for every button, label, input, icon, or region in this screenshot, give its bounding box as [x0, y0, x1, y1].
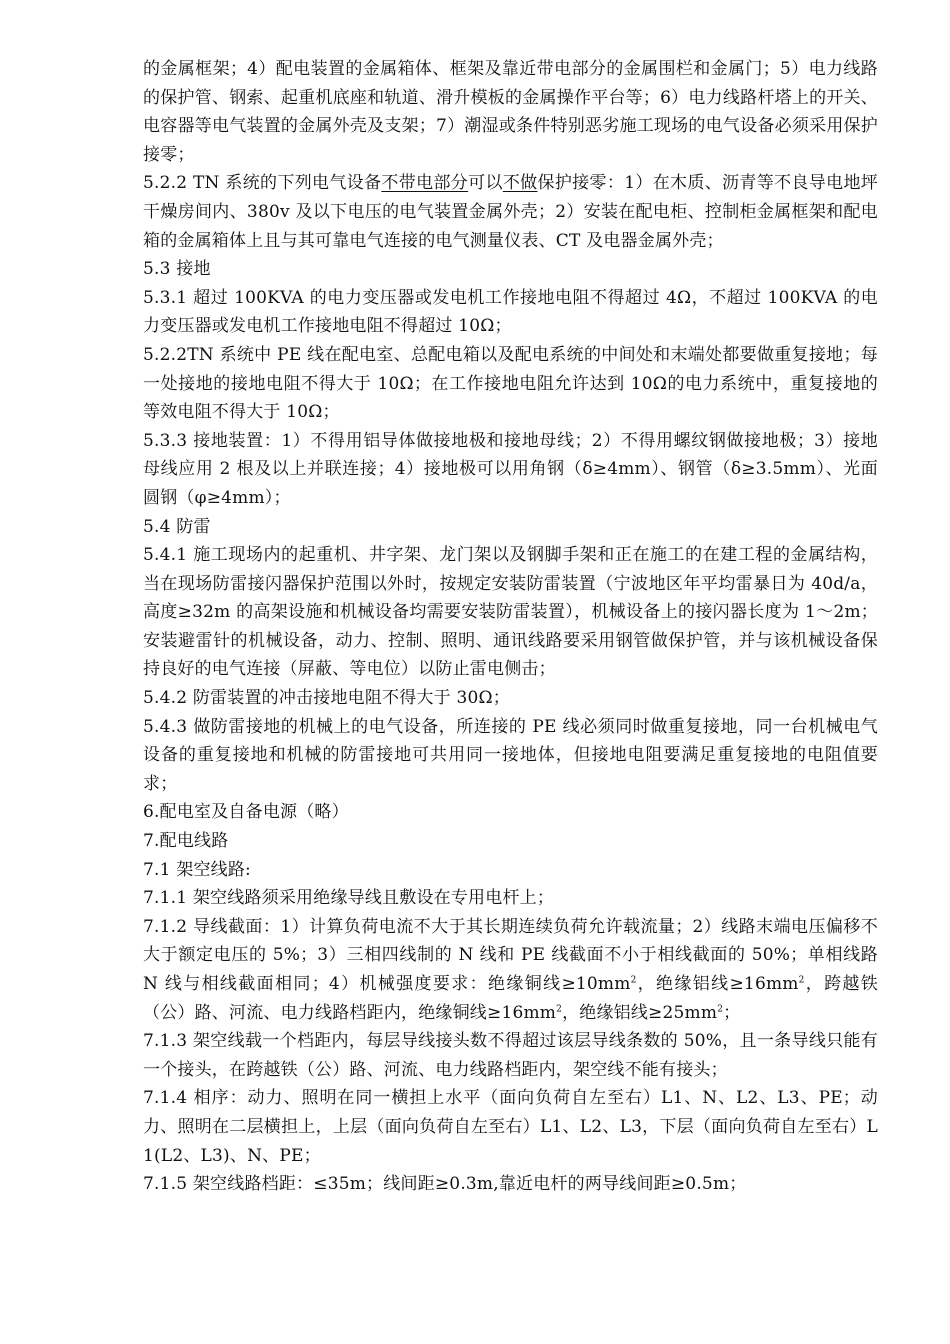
paragraph-protective-zeroing-list: 的金属框架；4）配电装置的金属箱体、框架及靠近带电部分的金属围栏和金属门；5）电力线路的保护管、钢索、起重机底座和轨道、滑升模板的金属操作平台等；6）电力线路杆塔上的开关、电容器等电气装置的金属外壳及支架；7）潮湿或条件特别恶劣施工现场的电气设备必须采用保护接零；	[143, 59, 878, 165]
paragraph-7-1-5: 7.1.5 架空线路档距：≤35m；线间距≥0.3m,靠近电杆的两导线间距≥0.5m；	[143, 1174, 747, 1195]
paragraph-7-1-4: 7.1.4 相序：动力、照明在同一横担上水平（面向负荷自左至右）L1、N、L2、L3、PE；动力、照明在二层横担上，上层（面向负荷自左至右）L1、L2、L3，下层（面向负荷自左至右）L1(L2、L3)、N、PE；	[143, 1088, 878, 1166]
heading-7-1: 7.1 架空线路:	[143, 859, 251, 880]
paragraph-7-1-1: 7.1.1 架空线路须采用绝缘导线且敷设在专用电杆上；	[143, 888, 555, 909]
text-segment: 可以	[468, 173, 503, 194]
paragraph-7-1-3: 7.1.3 架空线载一个档距内，每层导线接头数不得超过该层导线条数的 50%，且一条导线只能有一个接头，在跨越铁（公）路、河流、电力线路档距内，架空线不能有接头；	[143, 1031, 878, 1080]
heading-6: 6.配电室及自备电源（略）	[143, 802, 349, 823]
text-segment: 7.1.2 导线截面：1）计算负荷电流不大于其长期连续负荷允许载流量；2）线路末端电压偏移不大于额定电压的 5%；3）三相四线制的 N 线和 PE 线截面不小于相线截面的 50%；单相线路 N 线与相线截面相同；4）机械强度要求：绝缘铜线≥10mm	[143, 916, 878, 994]
underlined-text: 不带电部分	[381, 173, 469, 194]
paragraph-7-1-2	[143, 913, 878, 1027]
superscript: 2	[798, 975, 805, 986]
text-segment: 5.2.2 TN 系统的下列电气设备	[143, 173, 382, 194]
text-segment: ，跨越铁（公）路、河流、电力线路档距内，绝缘铜线≥16mm	[143, 974, 878, 1023]
text-segment: ，绝缘铝线≥25mm	[562, 1002, 718, 1023]
paragraph-5-4-3: 5.4.3 做防雷接地的机械上的电气设备，所连接的 PE 线必须同时做重复接地，同一台机械电气设备的重复接地和机械的防雷接地可共用同一接地体，但接地电阻要满足重复接地的电阻值要求；	[143, 716, 878, 794]
heading-7: 7.配电线路	[143, 831, 229, 852]
paragraph-5-2-2-tn: 5.2.2TN 系统中 PE 线在配电室、总配电箱以及配电系统的中间处和末端处都要做重复接地；每一处接地的接地电阻不得大于 10Ω；在工作接地电阻允许达到 10Ω的电力系统中，重复接地的等效电阻不得大于 10Ω；	[143, 344, 878, 423]
superscript: 2	[556, 1003, 563, 1014]
paragraph-5-4-1: 5.4.1 施工现场内的起重机、井字架、龙门架以及钢脚手架和正在施工的在建工程的金属结构，当在现场防雷接闪器保护范围以外时，按规定安装防雷装置（宁波地区年平均雷暴日为 40d/a，高度≥32m 的高架设施和机械设备均需要安装防雷装置），机械设备上的接闪器长度为 1～2m；安装避雷针的机械设备，动力、控制、照明、通讯线路要采用钢管做保护管，并与该机械设备保持良好的电气连接（屏蔽、等电位）以防止雷电侧击；	[143, 545, 878, 680]
document-page	[143, 55, 878, 1199]
superscript: 2	[717, 1003, 724, 1014]
text-segment: 保护接零：1）在木质、沥青等不良导电地坪干燥房间内、380v 及以下电压的电气装置金属外壳；2）安装在配电柜、控制柜金属框架和配电箱的金属箱体上且与其可靠电气连接的电气测量仪表、CT 及电器金属外壳；	[143, 173, 878, 251]
text-segment: ；	[723, 1002, 741, 1023]
heading-5-4: 5.4 防雷	[143, 516, 211, 537]
superscript: 2	[630, 975, 637, 986]
text-segment: ，绝缘铝线≥16mm	[636, 974, 799, 994]
paragraph-5-3-3: 5.3.3 接地装置：1）不得用铝导体做接地极和接地母线；2）不得用螺纹钢做接地极；3）接地母线应用 2 根及以上并联连接；4）接地极可以用角钢（δ≥4mm）、钢管（δ≥3.5mm）、光面圆钢（φ≥4mm）；	[143, 430, 878, 508]
paragraph-5-3-1: 5.3.1 超过 100KVA 的电力变压器或发电机工作接地电阻不得超过 4Ω，不超过 100KVA 的电力变压器或发电机工作接地电阻不得超过 10Ω；	[143, 287, 878, 337]
heading-5-3: 5.3 接地	[143, 259, 211, 280]
paragraph-5-2-2	[143, 169, 878, 255]
paragraph-5-4-2: 5.4.2 防雷装置的冲击接地电阻不得大于 30Ω；	[143, 688, 510, 709]
underlined-text: 不做	[502, 173, 538, 194]
